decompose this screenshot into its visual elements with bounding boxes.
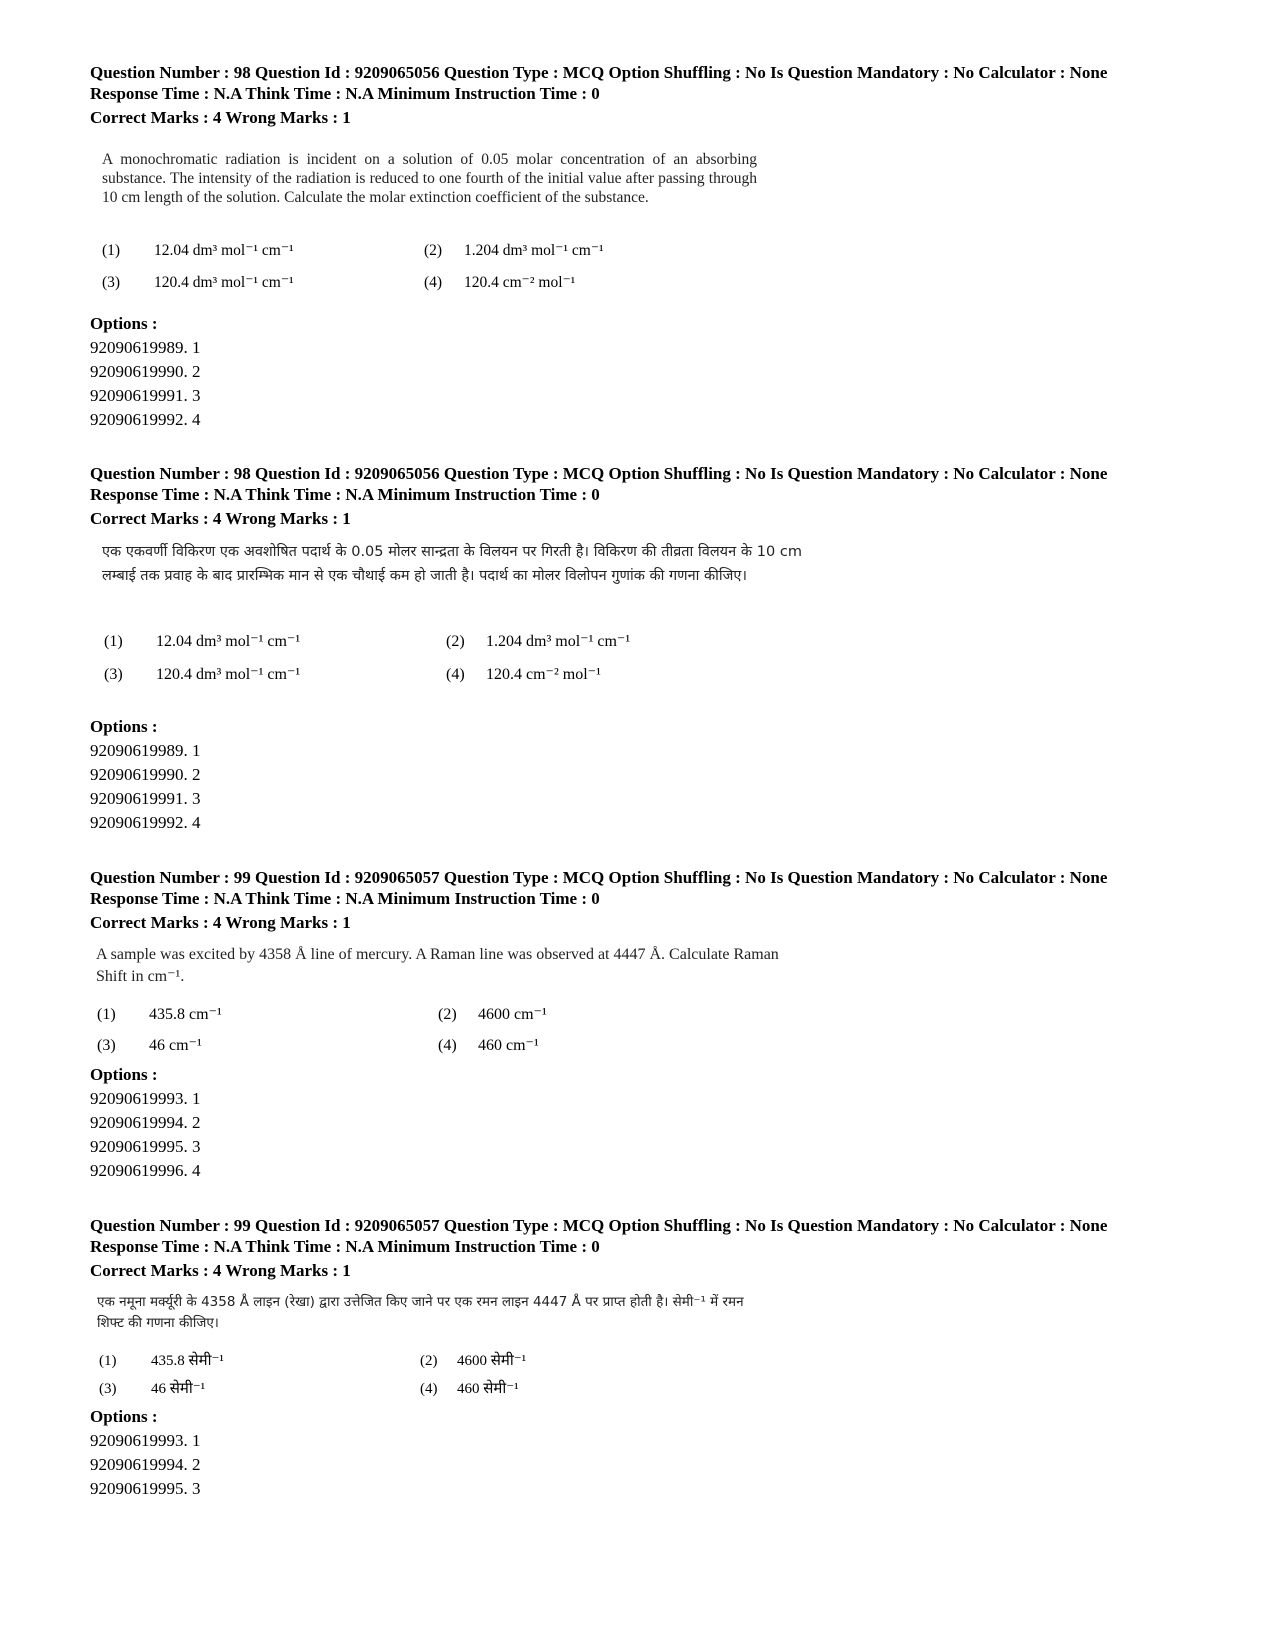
choice-3: (3) 120.4 dm³ mol⁻¹ cm⁻¹ (104, 666, 301, 683)
options-label: Options : (90, 717, 158, 736)
option-id: 92090619993. 1 (90, 1089, 201, 1108)
choice-1: (1) 12.04 dm³ mol⁻¹ cm⁻¹ (104, 633, 301, 650)
marks-line: Correct Marks : 4 Wrong Marks : 1 (90, 1261, 351, 1280)
option-id: 92090619992. 4 (90, 410, 201, 429)
header-line-2: Response Time : N.A Think Time : N.A Minimum Instruction Time : 0 (90, 84, 600, 103)
choice-4: (4) 460 सेमी⁻¹ (420, 1381, 519, 1397)
option-id: 92090619990. 2 (90, 362, 201, 381)
option-id: 92090619992. 4 (90, 813, 201, 832)
option-id: 92090619989. 1 (90, 741, 201, 760)
option-id: 92090619995. 3 (90, 1137, 201, 1156)
option-id: 92090619989. 1 (90, 338, 201, 357)
choice-4: (4) 460 cm⁻¹ (438, 1037, 539, 1054)
choice-4: (4) 120.4 cm⁻² mol⁻¹ (446, 666, 601, 683)
choice-2: (2) 1.204 dm³ mol⁻¹ cm⁻¹ (446, 633, 631, 650)
choice-1: (1) 435.8 cm⁻¹ (97, 1006, 222, 1023)
marks-line: Correct Marks : 4 Wrong Marks : 1 (90, 509, 351, 528)
question-header (90, 62, 1190, 128)
header-line-1: Question Number : 99 Question Id : 9209065057 Question Type : MCQ Option Shuffling : No Is Question Mandatory : No Calculator : None (90, 868, 1108, 887)
question-text: A monochromatic radiation is incident on a solution of 0.05 molar concentration of an absorbing substance. The intensity of the radiation is reduced to one fourth of the initial value after passing through 10 cm length of the solution. Calculate the molar extinction coefficient of the substance. (102, 151, 757, 206)
choice-1: (1) 12.04 dm³ mol⁻¹ cm⁻¹ (102, 242, 294, 259)
question-header (90, 463, 1190, 529)
choice-3: (3) 120.4 dm³ mol⁻¹ cm⁻¹ (102, 274, 294, 291)
marks-line: Correct Marks : 4 Wrong Marks : 1 (90, 108, 351, 127)
choice-4: (4) 120.4 cm⁻² mol⁻¹ (424, 274, 576, 291)
option-id: 92090619991. 3 (90, 386, 201, 405)
choice-2: (2) 4600 सेमी⁻¹ (420, 1353, 527, 1369)
option-id: 92090619994. 2 (90, 1455, 201, 1474)
option-id: 92090619994. 2 (90, 1113, 201, 1132)
question-text: एक नमूना मर्क्यूरी के 4358 Å लाइन (रेखा) द्वारा उत्तेजित किए जाने पर एक रमन लाइन 4447 Å पर प्राप्त होती है। सेमी⁻¹ में रमन शिफ्ट की गणना कीजिए। (97, 1294, 744, 1331)
header-line-2: Response Time : N.A Think Time : N.A Minimum Instruction Time : 0 (90, 485, 600, 504)
question-text: A sample was excited by 4358 Å line of mercury. A Raman line was observed at 4447 Å. Calculate Raman Shift in cm⁻¹. (96, 946, 779, 985)
header-line-1: Question Number : 98 Question Id : 9209065056 Question Type : MCQ Option Shuffling : No Is Question Mandatory : No Calculator : None (90, 464, 1108, 483)
options-label: Options : (90, 314, 158, 333)
question-header (90, 1215, 1190, 1281)
choice-2: (2) 1.204 dm³ mol⁻¹ cm⁻¹ (424, 242, 604, 259)
header-line-1: Question Number : 98 Question Id : 9209065056 Question Type : MCQ Option Shuffling : No Is Question Mandatory : No Calculator : None (90, 63, 1108, 82)
choice-3: (3) 46 cm⁻¹ (97, 1037, 202, 1054)
choice-1: (1) 435.8 सेमी⁻¹ (99, 1353, 224, 1369)
option-id: 92090619990. 2 (90, 765, 201, 784)
option-id: 92090619991. 3 (90, 789, 201, 808)
option-id: 92090619995. 3 (90, 1479, 201, 1498)
choice-2: (2) 4600 cm⁻¹ (438, 1006, 547, 1023)
question-header (90, 867, 1190, 933)
option-id: 92090619996. 4 (90, 1161, 201, 1180)
choice-3: (3) 46 सेमी⁻¹ (99, 1381, 206, 1397)
question-text: एक एकवर्णी विकिरण एक अवशोषित पदार्थ के 0.05 मोलर सान्द्रता के विलयन पर गिरती है। विकिरण की तीव्रता विलयन के 10 cm लम्बाई तक प्रवाह के बाद प्रारम्भिक मान से एक चौथाई कम हो जाती है। पदार्थ का मोलर विलोपन गुणांक की गणना कीजिए। (102, 544, 802, 584)
options-label: Options : (90, 1065, 158, 1084)
header-line-1: Question Number : 99 Question Id : 9209065057 Question Type : MCQ Option Shuffling : No Is Question Mandatory : No Calculator : None (90, 1216, 1108, 1235)
header-line-2: Response Time : N.A Think Time : N.A Minimum Instruction Time : 0 (90, 889, 600, 908)
options-label: Options : (90, 1407, 158, 1426)
header-line-2: Response Time : N.A Think Time : N.A Minimum Instruction Time : 0 (90, 1237, 600, 1256)
marks-line: Correct Marks : 4 Wrong Marks : 1 (90, 913, 351, 932)
option-id: 92090619993. 1 (90, 1431, 201, 1450)
